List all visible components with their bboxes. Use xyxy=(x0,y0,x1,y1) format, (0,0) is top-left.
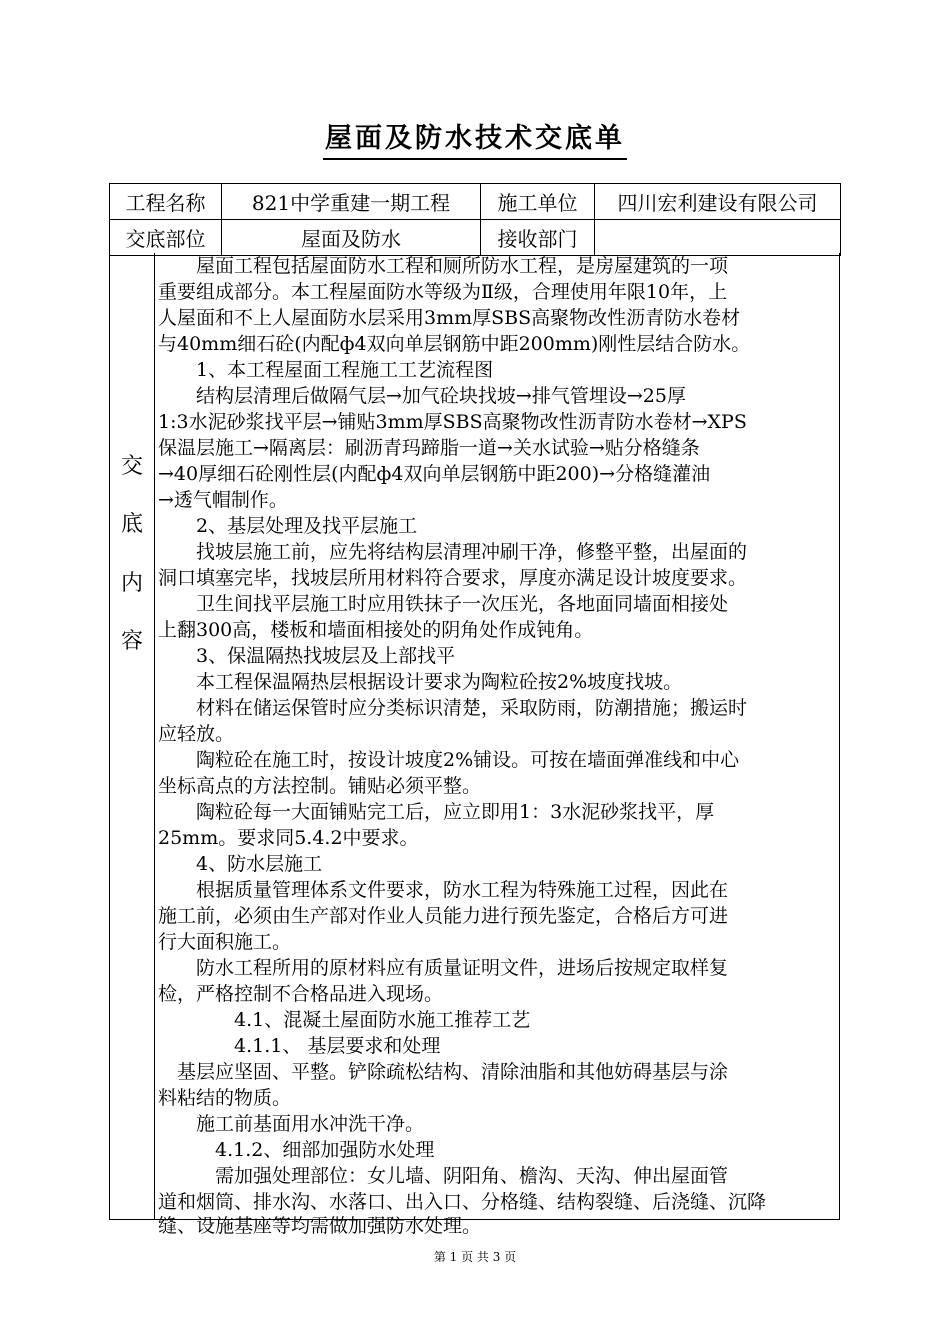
content-line: 缝、设施基座等均需做加强防水处理。 xyxy=(158,1215,482,1237)
content-line: →透气帽制作。 xyxy=(158,489,288,511)
page-number: 第 1 页 共 3 页 xyxy=(433,1250,517,1264)
content-line: 行大面积施工。 xyxy=(158,931,292,953)
content-line: 4、防水层施工 xyxy=(158,853,323,875)
content-line: 4.1、混凝土屋面防水施工推荐工艺 xyxy=(158,1009,531,1031)
contractor-value: 四川宏利建设有限公司 xyxy=(595,184,841,220)
content-line: 屋面工程包括屋面防水工程和厕所防水工程，是房屋建筑的一项 xyxy=(158,255,729,277)
content-line: 陶粒砼每一大面铺贴完工后，应立即用1：3水泥砂浆找平，厚 xyxy=(158,801,715,823)
content-line: 重要组成部分。本工程屋面防水等级为Ⅱ级，合理使用年限10年，上 xyxy=(158,281,728,303)
content-line: 应轻放。 xyxy=(158,723,235,745)
content-line: 1:3水泥砂浆找平层→铺贴3mm厚SBS高聚物改性沥青防水卷材→XPS xyxy=(158,411,747,433)
content-line: 施工前，必须由生产部对作业人员能力进行预先鉴定，合格后方可进 xyxy=(158,905,729,927)
part-value: 屋面及防水 xyxy=(222,220,481,256)
side-char: 容 xyxy=(120,629,143,654)
contractor-label: 施工单位 xyxy=(481,184,595,220)
content-line: 洞口填塞完毕，找坡层所用材料符合要求，厚度亦满足设计坡度要求。 xyxy=(158,567,748,589)
content-line: →40厚细石砼刚性层(内配ф4双向单层钢筋中距200)→分格缝灌油 xyxy=(158,463,711,485)
content-line: 1、本工程屋面工程施工工艺流程图 xyxy=(158,359,494,381)
content-line: 保温层施工→隔离层：刷沥青玛蹄脂一道→关水试验→贴分格缝条 xyxy=(158,437,700,459)
content-line: 施工前基面用水冲洗干净。 xyxy=(158,1113,425,1135)
document-title: 屋面及防水技术交底单 xyxy=(0,116,950,155)
side-char: 底 xyxy=(120,512,143,537)
project-name-label: 工程名称 xyxy=(110,184,222,220)
content-line: 防水工程所用的原材料应有质量证明文件，进场后按规定取样复 xyxy=(158,957,729,979)
table-row xyxy=(110,220,841,256)
content-line: 2、基层处理及找平层施工 xyxy=(158,515,418,537)
part-label: 交底部位 xyxy=(110,220,222,256)
content-line: 道和烟筒、排水沟、水落口、出入口、分格缝、结构裂缝、后浇缝、沉降 xyxy=(158,1191,767,1213)
content-line: 本工程保温隔热层根据设计要求为陶粒砼按2%坡度找坡。 xyxy=(158,671,683,693)
content-line: 坐标高点的方法控制。铺贴必须平整。 xyxy=(158,775,482,797)
header-table xyxy=(109,183,841,256)
side-char: 内 xyxy=(120,571,143,596)
content-line: 卫生间找平层施工时应用铁抹子一次压光，各地面同墙面相接处 xyxy=(158,593,729,615)
content-line: 25mm。要求同5.4.2中要求。 xyxy=(158,827,419,849)
content-line: 料粘结的物质。 xyxy=(158,1087,292,1109)
content-line: 结构层清理后做隔气层→加气砼块找坡→排气管埋设→25厚 xyxy=(158,385,686,407)
content-line: 根据质量管理体系文件要求，防水工程为特殊施工过程，因此在 xyxy=(158,879,729,901)
content-line: 找坡层施工前，应先将结构层清理冲刷干净，修整平整，出屋面的 xyxy=(158,541,748,563)
receiver-value xyxy=(595,220,841,256)
content-line: 上翻300高，楼板和墙面相接处的阴角处作成钝角。 xyxy=(158,619,594,641)
content-line: 基层应坚固、平整。铲除疏松结构、清除油脂和其他妨碍基层与涂 xyxy=(158,1061,729,1083)
content-line: 人屋面和不上人屋面防水层采用3mm厚SBS高聚物改性沥青防水卷材 xyxy=(158,307,741,329)
project-name-value: 821中学重建一期工程 xyxy=(222,184,481,220)
content-line: 3、保温隔热找坡层及上部找平 xyxy=(158,645,456,667)
content-side-label xyxy=(110,253,155,1219)
receiver-label: 接收部门 xyxy=(481,220,595,256)
content-line: 陶粒砼在施工时，按设计坡度2%铺设。可按在墙面弹准线和中心 xyxy=(158,749,740,771)
content-line: 4.1.2、细部加强防水处理 xyxy=(158,1139,435,1161)
content-line: 需加强处理部位：女儿墙、阴阳角、檐沟、天沟、伸出屋面管 xyxy=(158,1165,729,1187)
side-char: 交 xyxy=(120,454,143,479)
table-row xyxy=(110,184,841,220)
content-line: 材料在储运保管时应分类标识清楚，采取防雨，防潮措施；搬运时 xyxy=(158,697,748,719)
content-line: 4.1.1、 基层要求和处理 xyxy=(158,1035,441,1057)
content-line: 检，严格控制不合格品进入现场。 xyxy=(158,983,444,1005)
content-line: 与40mm细石砼(内配ф4双向单层钢筋中距200mm)刚性层结合防水。 xyxy=(158,333,751,355)
